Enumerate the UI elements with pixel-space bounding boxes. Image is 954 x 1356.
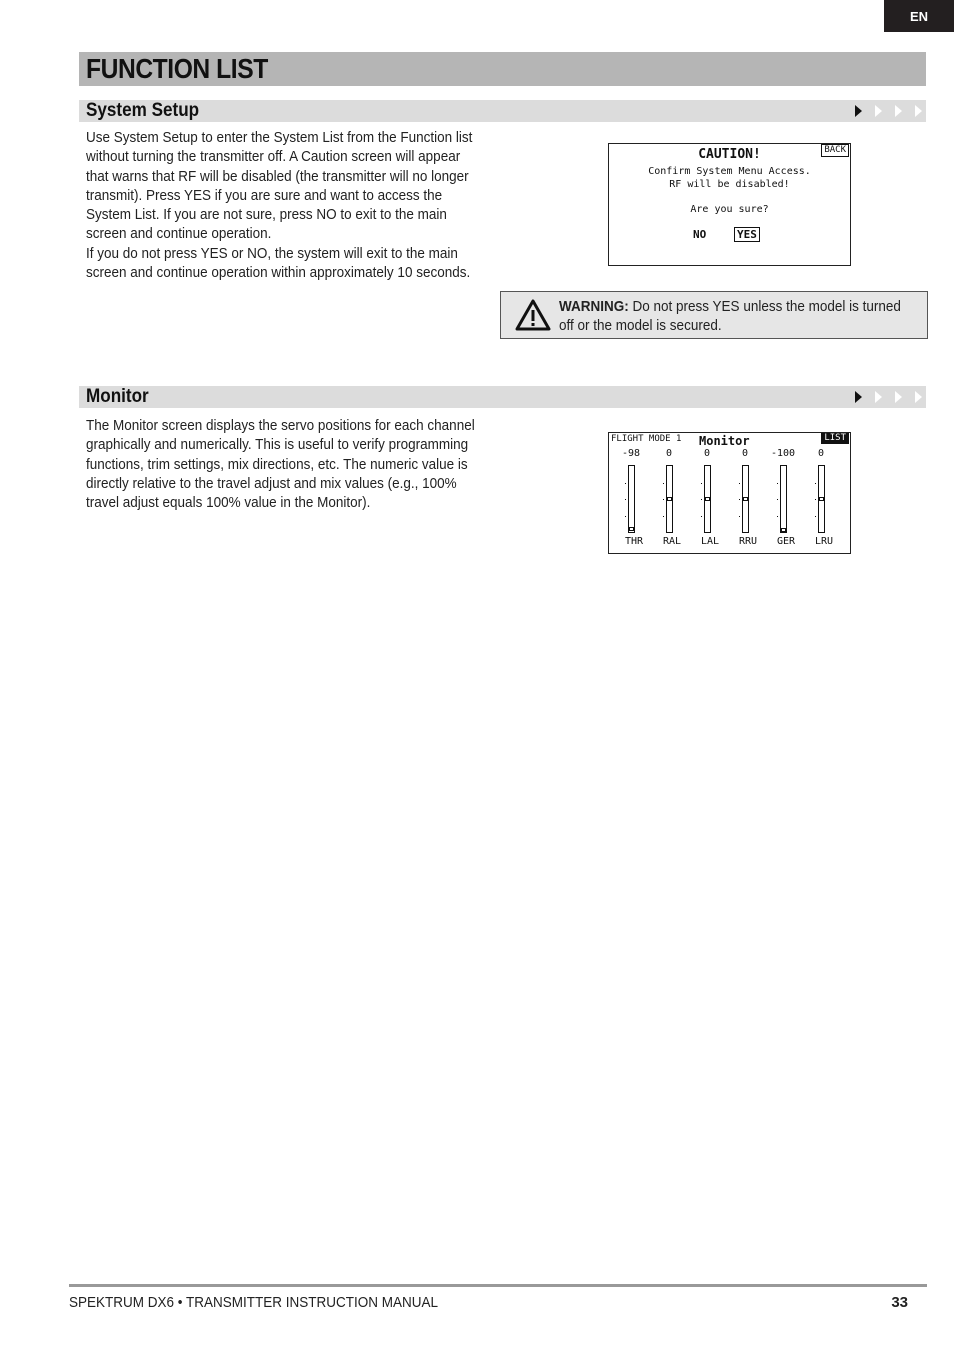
caution-title: CAUTION!: [698, 147, 761, 162]
channel-tick: [815, 499, 816, 500]
back-button: BACK: [821, 144, 849, 157]
channel-value: 0: [665, 448, 673, 459]
language-tab: EN: [884, 0, 954, 32]
channel-label: THR: [624, 536, 644, 547]
no-button: NO: [693, 228, 707, 241]
page-title: FUNCTION LIST: [86, 53, 268, 84]
section-arrows: [855, 391, 922, 403]
channel-value: 0: [741, 448, 749, 459]
channel-value: -100: [770, 448, 796, 459]
channel-value: 0: [703, 448, 711, 459]
channel-bar: [704, 465, 711, 533]
channel-position-marker: [743, 497, 748, 501]
system-setup-text: [86, 128, 486, 282]
caution-line-2: RF will be disabled!: [669, 179, 790, 190]
channel-tick: [625, 499, 626, 500]
channel-tick: [663, 499, 664, 500]
channel-tick: [663, 516, 664, 517]
arrow-icon: [915, 105, 922, 117]
channel-label: LAL: [700, 536, 720, 547]
list-button: LIST: [821, 433, 849, 444]
channel-tick: [777, 499, 778, 500]
footer-rule: [69, 1284, 927, 1287]
channel-position-marker: [781, 528, 786, 532]
monitor-screen-title: Monitor: [699, 434, 750, 448]
section-title-system-setup: System Setup: [86, 100, 200, 121]
warning-text: WARNING: Do not press YES unless the model is turned off or the model is secured.: [559, 298, 901, 335]
caution-screen: [608, 143, 851, 266]
channel-bar: [628, 465, 635, 533]
channel-label: RAL: [662, 536, 682, 547]
page-title-bar: [79, 52, 926, 86]
monitor-screen: [608, 432, 851, 554]
system-setup-paragraph-2: If you do not press YES or NO, the system will exit to the main screen and continue operation within approximately 10 seconds.: [86, 244, 471, 282]
channel-position-marker: [705, 497, 710, 501]
channel-tick: [701, 483, 702, 484]
channel-tick: [739, 499, 740, 500]
channel-tick: [815, 483, 816, 484]
monitor-text: [86, 416, 486, 512]
arrow-icon: [915, 391, 922, 403]
warning-label: WARNING:: [559, 298, 629, 315]
flight-mode-label: FLIGHT MODE 1: [611, 434, 682, 444]
section-title-monitor: Monitor: [86, 386, 149, 407]
channel-position-marker: [629, 527, 634, 531]
channel-label: LRU: [814, 536, 834, 547]
caution-question: Are you sure?: [690, 204, 769, 215]
caution-line-1: Confirm System Menu Access.: [648, 166, 811, 177]
footer-text: SPEKTRUM DX6 • TRANSMITTER INSTRUCTION MANUAL: [69, 1294, 439, 1311]
arrow-icon: [895, 105, 902, 117]
arrow-icon: [855, 105, 862, 117]
channel-tick: [777, 516, 778, 517]
channel-bar: [780, 465, 787, 533]
channel-tick: [815, 516, 816, 517]
yes-button: YES: [734, 227, 760, 242]
arrow-icon: [875, 105, 882, 117]
warning-triangle-icon: [515, 299, 551, 331]
channel-position-marker: [667, 497, 672, 501]
channel-tick: [625, 483, 626, 484]
channel-tick: [701, 516, 702, 517]
channel-tick: [739, 516, 740, 517]
system-setup-paragraph-1: Use System Setup to enter the System List from the Function list without turning the transmitter off. A Caution screen will appear that warns that RF will be disabled (the transmitter will no longer transmit). Press YES if you are sure and want to access the System List. If you are not sure, press NO to exit to the main screen and continue operation.: [86, 129, 473, 243]
channel-bar: [666, 465, 673, 533]
channel-tick: [663, 483, 664, 484]
page-number: 33: [891, 1294, 908, 1311]
channel-bar: [818, 465, 825, 533]
channel-label: RRU: [738, 536, 758, 547]
channel-tick: [625, 516, 626, 517]
channel-tick: [739, 483, 740, 484]
arrow-icon: [895, 391, 902, 403]
warning-box: [500, 291, 928, 339]
channel-value: -98: [621, 448, 641, 459]
section-bar-system-setup: [79, 100, 926, 122]
monitor-paragraph: The Monitor screen displays the servo positions for each channel graphically and numerically. This is useful to verify programming functions, trim settings, mix directions, etc. The numeric value is directly relative to the travel adjust and mix values (e.g., 100% travel adjust equals 100% value in the Monitor).: [86, 417, 475, 512]
arrow-icon: [875, 391, 882, 403]
channel-tick: [777, 483, 778, 484]
channel-value: 0: [817, 448, 825, 459]
section-bar-monitor: [79, 386, 926, 408]
channel-tick: [701, 499, 702, 500]
channel-label: GER: [776, 536, 796, 547]
arrow-icon: [855, 391, 862, 403]
section-arrows: [855, 105, 922, 117]
channel-position-marker: [819, 497, 824, 501]
channel-bar: [742, 465, 749, 533]
